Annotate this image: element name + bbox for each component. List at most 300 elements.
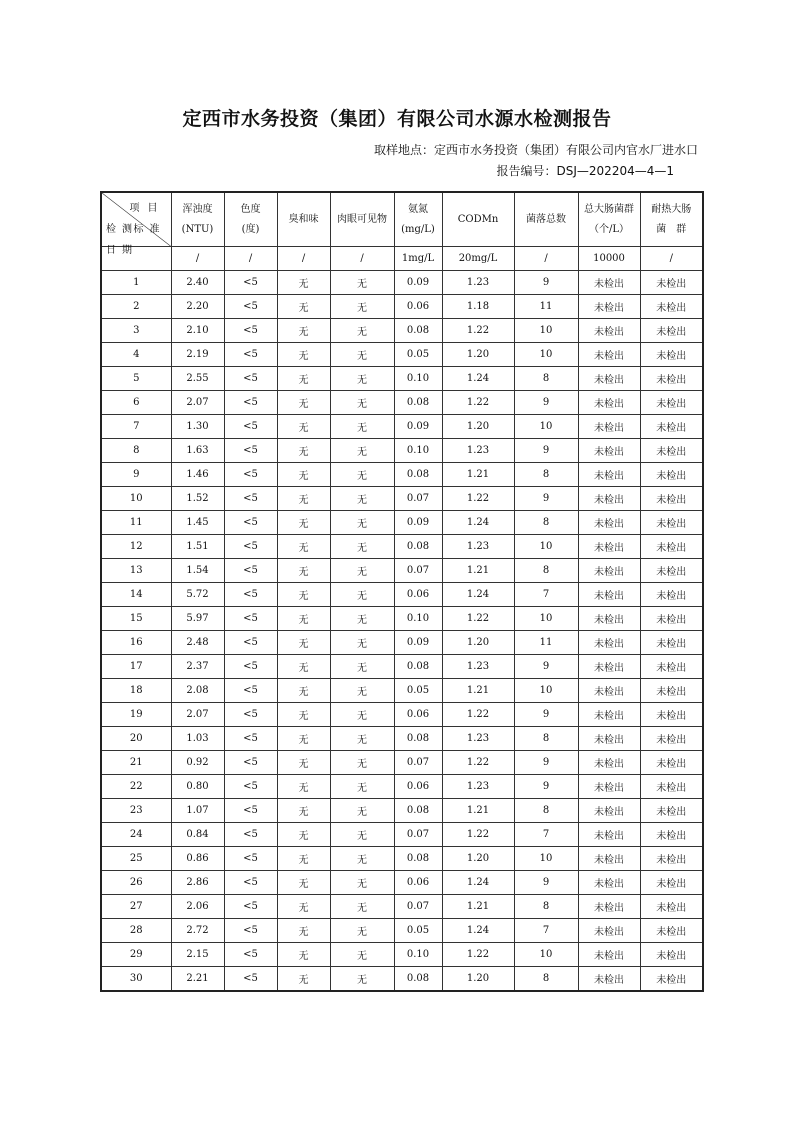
- value-cell: <5: [224, 295, 277, 319]
- date-cell: 29: [101, 943, 171, 967]
- value-cell: 未检出: [640, 727, 703, 751]
- value-cell: 1.30: [171, 415, 224, 439]
- value-cell: 5.97: [171, 607, 224, 631]
- value-cell: 0.86: [171, 847, 224, 871]
- value-cell: 无: [330, 871, 394, 895]
- value-cell: 未检出: [578, 679, 640, 703]
- value-cell: 9: [514, 271, 578, 295]
- value-cell: 2.19: [171, 343, 224, 367]
- value-cell: 无: [330, 727, 394, 751]
- value-cell: 2.07: [171, 391, 224, 415]
- value-cell: 无: [330, 415, 394, 439]
- table-row: [101, 439, 703, 463]
- value-cell: 2.55: [171, 367, 224, 391]
- value-cell: 11: [514, 295, 578, 319]
- value-cell: <5: [224, 799, 277, 823]
- value-cell: 2.48: [171, 631, 224, 655]
- value-cell: 无: [277, 703, 330, 727]
- value-cell: 1.07: [171, 799, 224, 823]
- value-cell: <5: [224, 631, 277, 655]
- value-cell: 8: [514, 367, 578, 391]
- date-cell: 30: [101, 967, 171, 992]
- value-cell: <5: [224, 751, 277, 775]
- value-cell: 未检出: [578, 775, 640, 799]
- value-cell: 0.07: [394, 823, 442, 847]
- value-cell: 1.21: [442, 895, 514, 919]
- value-cell: 无: [277, 535, 330, 559]
- table-row: [101, 823, 703, 847]
- water-quality-table: [100, 191, 704, 992]
- date-cell: 18: [101, 679, 171, 703]
- value-cell: 0.09: [394, 511, 442, 535]
- table-row: [101, 463, 703, 487]
- value-cell: 未检出: [640, 919, 703, 943]
- value-cell: 无: [330, 751, 394, 775]
- value-cell: 无: [277, 655, 330, 679]
- value-cell: 0.08: [394, 799, 442, 823]
- value-cell: 0.06: [394, 295, 442, 319]
- date-cell: 10: [101, 487, 171, 511]
- value-cell: 无: [330, 895, 394, 919]
- value-cell: 7: [514, 919, 578, 943]
- date-cell: 11: [101, 511, 171, 535]
- corner-header-cell: [101, 192, 171, 256]
- value-cell: 0.05: [394, 343, 442, 367]
- column-header-name: 色度: [240, 203, 261, 215]
- value-cell: 10: [514, 847, 578, 871]
- value-cell: 0.10: [394, 367, 442, 391]
- value-cell: 1.23: [442, 727, 514, 751]
- date-cell: 9: [101, 463, 171, 487]
- value-cell: 0.80: [171, 775, 224, 799]
- value-cell: 无: [277, 727, 330, 751]
- value-cell: 未检出: [640, 655, 703, 679]
- value-cell: <5: [224, 607, 277, 631]
- table-row: [101, 631, 703, 655]
- value-cell: 无: [277, 319, 330, 343]
- date-cell: 21: [101, 751, 171, 775]
- value-cell: 未检出: [640, 847, 703, 871]
- value-cell: 无: [277, 919, 330, 943]
- value-cell: 0.08: [394, 535, 442, 559]
- value-cell: 未检出: [640, 799, 703, 823]
- date-cell: 8: [101, 439, 171, 463]
- table-row: [101, 775, 703, 799]
- value-cell: 无: [330, 535, 394, 559]
- value-cell: 1.24: [442, 511, 514, 535]
- header-row: [101, 192, 703, 247]
- sampling-location: 取样地点：定西市水务投资（集团）有限公司内官水厂进水口: [373, 143, 698, 157]
- value-cell: 未检出: [578, 631, 640, 655]
- value-cell: 1.21: [442, 799, 514, 823]
- value-cell: <5: [224, 895, 277, 919]
- value-cell: 0.09: [394, 415, 442, 439]
- value-cell: <5: [224, 367, 277, 391]
- value-cell: <5: [224, 583, 277, 607]
- value-cell: 未检出: [578, 583, 640, 607]
- value-cell: 未检出: [578, 271, 640, 295]
- value-cell: 1.22: [442, 487, 514, 511]
- value-cell: 未检出: [578, 463, 640, 487]
- value-cell: 未检出: [578, 751, 640, 775]
- column-header-name: 氨氮: [408, 203, 428, 215]
- value-cell: <5: [224, 823, 277, 847]
- value-cell: 未检出: [640, 607, 703, 631]
- corner-detect-label: 检测: [106, 224, 138, 235]
- value-cell: 无: [330, 679, 394, 703]
- value-cell: 1.51: [171, 535, 224, 559]
- value-cell: 无: [277, 415, 330, 439]
- column-header-unit: （个/L）: [588, 223, 629, 235]
- value-cell: 无: [330, 631, 394, 655]
- table-row: [101, 559, 703, 583]
- value-cell: 0.06: [394, 703, 442, 727]
- date-cell: 1: [101, 271, 171, 295]
- value-cell: 1.22: [442, 751, 514, 775]
- value-cell: 无: [330, 367, 394, 391]
- value-cell: 无: [277, 271, 330, 295]
- value-cell: 无: [330, 583, 394, 607]
- value-cell: 2.20: [171, 295, 224, 319]
- value-cell: 0.07: [394, 895, 442, 919]
- value-cell: 未检出: [640, 271, 703, 295]
- column-header-9: [640, 192, 703, 247]
- standard-cell: /: [224, 247, 277, 271]
- table-row: [101, 271, 703, 295]
- table-row: [101, 655, 703, 679]
- value-cell: <5: [224, 415, 277, 439]
- table-row: [101, 535, 703, 559]
- column-header-1: [171, 192, 224, 247]
- value-cell: 1.20: [442, 847, 514, 871]
- table-row: [101, 703, 703, 727]
- value-cell: 1.21: [442, 463, 514, 487]
- table-row: [101, 679, 703, 703]
- value-cell: 未检出: [640, 535, 703, 559]
- value-cell: 无: [277, 511, 330, 535]
- table-row: [101, 367, 703, 391]
- value-cell: 9: [514, 487, 578, 511]
- value-cell: 无: [277, 439, 330, 463]
- value-cell: 未检出: [578, 847, 640, 871]
- value-cell: 无: [330, 847, 394, 871]
- column-header-name: 浑浊度: [182, 203, 213, 215]
- standard-cell: /: [171, 247, 224, 271]
- value-cell: 8: [514, 511, 578, 535]
- value-cell: 8: [514, 799, 578, 823]
- value-cell: 1.23: [442, 535, 514, 559]
- value-cell: 8: [514, 967, 578, 992]
- column-header-3: [277, 192, 330, 247]
- value-cell: 2.15: [171, 943, 224, 967]
- value-cell: 无: [330, 799, 394, 823]
- value-cell: 8: [514, 463, 578, 487]
- value-cell: 1.22: [442, 943, 514, 967]
- value-cell: 0.09: [394, 631, 442, 655]
- value-cell: 1.24: [442, 367, 514, 391]
- value-cell: 未检出: [640, 343, 703, 367]
- value-cell: 9: [514, 703, 578, 727]
- standard-row: [101, 247, 703, 271]
- value-cell: 未检出: [640, 751, 703, 775]
- value-cell: 9: [514, 391, 578, 415]
- value-cell: <5: [224, 391, 277, 415]
- column-header-unit: 菌 群: [656, 223, 687, 235]
- value-cell: 0.06: [394, 775, 442, 799]
- value-cell: 未检出: [640, 487, 703, 511]
- date-cell: 17: [101, 655, 171, 679]
- date-cell: 3: [101, 319, 171, 343]
- date-cell: 23: [101, 799, 171, 823]
- value-cell: 9: [514, 751, 578, 775]
- column-header-name: 总大肠菌群: [584, 203, 634, 215]
- value-cell: 0.08: [394, 727, 442, 751]
- date-cell: 26: [101, 871, 171, 895]
- value-cell: 0.05: [394, 679, 442, 703]
- value-cell: 1.22: [442, 823, 514, 847]
- value-cell: 无: [277, 391, 330, 415]
- value-cell: 10: [514, 679, 578, 703]
- value-cell: 0.06: [394, 583, 442, 607]
- value-cell: 无: [330, 343, 394, 367]
- value-cell: 8: [514, 559, 578, 583]
- value-cell: 2.06: [171, 895, 224, 919]
- value-cell: <5: [224, 511, 277, 535]
- value-cell: 未检出: [640, 511, 703, 535]
- value-cell: 未检出: [578, 511, 640, 535]
- table-row: [101, 343, 703, 367]
- table-row: [101, 391, 703, 415]
- value-cell: 未检出: [578, 799, 640, 823]
- date-cell: 20: [101, 727, 171, 751]
- value-cell: <5: [224, 319, 277, 343]
- value-cell: 无: [277, 583, 330, 607]
- value-cell: 0.84: [171, 823, 224, 847]
- value-cell: <5: [224, 487, 277, 511]
- value-cell: 1.24: [442, 871, 514, 895]
- value-cell: 无: [277, 775, 330, 799]
- value-cell: 0.10: [394, 607, 442, 631]
- value-cell: 无: [277, 751, 330, 775]
- corner-project-label: 项目: [129, 203, 166, 214]
- value-cell: <5: [224, 727, 277, 751]
- standard-cell: /: [330, 247, 394, 271]
- value-cell: <5: [224, 559, 277, 583]
- value-cell: <5: [224, 535, 277, 559]
- table-row: [101, 415, 703, 439]
- value-cell: 2.40: [171, 271, 224, 295]
- value-cell: 未检出: [578, 607, 640, 631]
- table-row: [101, 799, 703, 823]
- value-cell: 无: [330, 655, 394, 679]
- value-cell: 1.20: [442, 967, 514, 992]
- value-cell: 无: [277, 823, 330, 847]
- value-cell: 1.23: [442, 439, 514, 463]
- column-header-name: 耐热大肠: [651, 203, 692, 215]
- corner-standard-label: 标准: [133, 224, 166, 235]
- table-row: [101, 511, 703, 535]
- table-row: [101, 967, 703, 992]
- value-cell: 未检出: [640, 415, 703, 439]
- date-cell: 27: [101, 895, 171, 919]
- value-cell: 0.08: [394, 463, 442, 487]
- value-cell: 1.22: [442, 391, 514, 415]
- value-cell: 未检出: [640, 367, 703, 391]
- value-cell: 1.03: [171, 727, 224, 751]
- standard-cell: 20mg/L: [442, 247, 514, 271]
- table-row: [101, 871, 703, 895]
- column-header-unit: (度): [241, 223, 260, 235]
- date-cell: 4: [101, 343, 171, 367]
- value-cell: 未检出: [578, 367, 640, 391]
- column-header-6: [442, 192, 514, 247]
- value-cell: 无: [330, 607, 394, 631]
- value-cell: 无: [330, 439, 394, 463]
- table-row: [101, 319, 703, 343]
- date-cell: 15: [101, 607, 171, 631]
- value-cell: 2.37: [171, 655, 224, 679]
- value-cell: 10: [514, 319, 578, 343]
- value-cell: 1.52: [171, 487, 224, 511]
- value-cell: <5: [224, 919, 277, 943]
- value-cell: 无: [277, 895, 330, 919]
- value-cell: 未检出: [640, 583, 703, 607]
- report-number: 报告编号：DSJ—202204—4—1: [496, 164, 674, 178]
- value-cell: 未检出: [640, 679, 703, 703]
- value-cell: 9: [514, 871, 578, 895]
- value-cell: 未检出: [578, 967, 640, 992]
- value-cell: 未检出: [640, 391, 703, 415]
- value-cell: 1.54: [171, 559, 224, 583]
- value-cell: 未检出: [578, 919, 640, 943]
- value-cell: 无: [330, 703, 394, 727]
- column-header-8: [578, 192, 640, 247]
- value-cell: 未检出: [578, 895, 640, 919]
- value-cell: 2.07: [171, 703, 224, 727]
- value-cell: <5: [224, 703, 277, 727]
- value-cell: 7: [514, 823, 578, 847]
- value-cell: 无: [330, 487, 394, 511]
- value-cell: 无: [330, 967, 394, 992]
- table-row: [101, 487, 703, 511]
- value-cell: 未检出: [578, 391, 640, 415]
- value-cell: 1.23: [442, 775, 514, 799]
- value-cell: 0.10: [394, 439, 442, 463]
- value-cell: 1.23: [442, 655, 514, 679]
- value-cell: <5: [224, 679, 277, 703]
- value-cell: 7: [514, 583, 578, 607]
- standard-cell: /: [277, 247, 330, 271]
- value-cell: 0.08: [394, 655, 442, 679]
- value-cell: 1.46: [171, 463, 224, 487]
- table-row: [101, 919, 703, 943]
- value-cell: 无: [330, 511, 394, 535]
- value-cell: 未检出: [578, 655, 640, 679]
- value-cell: 无: [277, 607, 330, 631]
- date-cell: 22: [101, 775, 171, 799]
- standard-cell: 1mg/L: [394, 247, 442, 271]
- value-cell: 无: [277, 847, 330, 871]
- value-cell: 2.21: [171, 967, 224, 992]
- date-cell: 16: [101, 631, 171, 655]
- date-cell: 28: [101, 919, 171, 943]
- table-row: [101, 751, 703, 775]
- value-cell: 0.92: [171, 751, 224, 775]
- table-row: [101, 943, 703, 967]
- value-cell: 0.10: [394, 943, 442, 967]
- value-cell: 未检出: [578, 535, 640, 559]
- value-cell: 0.07: [394, 559, 442, 583]
- standard-cell: 10000: [578, 247, 640, 271]
- column-header-unit: (mg/L): [401, 223, 435, 235]
- value-cell: 无: [330, 943, 394, 967]
- value-cell: 未检出: [578, 943, 640, 967]
- value-cell: 未检出: [578, 439, 640, 463]
- value-cell: 未检出: [640, 439, 703, 463]
- value-cell: 无: [277, 871, 330, 895]
- value-cell: 1.20: [442, 343, 514, 367]
- standard-cell: /: [514, 247, 578, 271]
- value-cell: 无: [277, 295, 330, 319]
- value-cell: 无: [330, 823, 394, 847]
- date-cell: 7: [101, 415, 171, 439]
- value-cell: 未检出: [640, 823, 703, 847]
- value-cell: 9: [514, 655, 578, 679]
- table-row: [101, 583, 703, 607]
- value-cell: 1.63: [171, 439, 224, 463]
- value-cell: 未检出: [578, 823, 640, 847]
- value-cell: <5: [224, 847, 277, 871]
- value-cell: 5.72: [171, 583, 224, 607]
- value-cell: 无: [277, 463, 330, 487]
- value-cell: 0.08: [394, 847, 442, 871]
- value-cell: 无: [330, 919, 394, 943]
- value-cell: 未检出: [640, 463, 703, 487]
- value-cell: 0.07: [394, 751, 442, 775]
- value-cell: 0.08: [394, 967, 442, 992]
- value-cell: 无: [277, 367, 330, 391]
- value-cell: 0.08: [394, 391, 442, 415]
- value-cell: 9: [514, 775, 578, 799]
- value-cell: 1.18: [442, 295, 514, 319]
- date-cell: 6: [101, 391, 171, 415]
- column-header-name: CODMn: [457, 213, 499, 225]
- column-header-7: [514, 192, 578, 247]
- value-cell: 2.86: [171, 871, 224, 895]
- value-cell: 2.08: [171, 679, 224, 703]
- value-cell: 1.45: [171, 511, 224, 535]
- value-cell: 无: [277, 967, 330, 992]
- value-cell: 无: [277, 559, 330, 583]
- value-cell: 无: [277, 679, 330, 703]
- value-cell: <5: [224, 271, 277, 295]
- value-cell: 1.22: [442, 703, 514, 727]
- value-cell: 10: [514, 943, 578, 967]
- column-header-4: [330, 192, 394, 247]
- value-cell: 0.09: [394, 271, 442, 295]
- value-cell: 无: [277, 943, 330, 967]
- value-cell: 未检出: [640, 631, 703, 655]
- table-row: [101, 727, 703, 751]
- value-cell: 0.05: [394, 919, 442, 943]
- value-cell: 8: [514, 895, 578, 919]
- column-header-2: [224, 192, 277, 247]
- value-cell: 未检出: [640, 559, 703, 583]
- value-cell: 10: [514, 415, 578, 439]
- value-cell: 1.23: [442, 271, 514, 295]
- value-cell: 未检出: [578, 559, 640, 583]
- value-cell: 1.20: [442, 415, 514, 439]
